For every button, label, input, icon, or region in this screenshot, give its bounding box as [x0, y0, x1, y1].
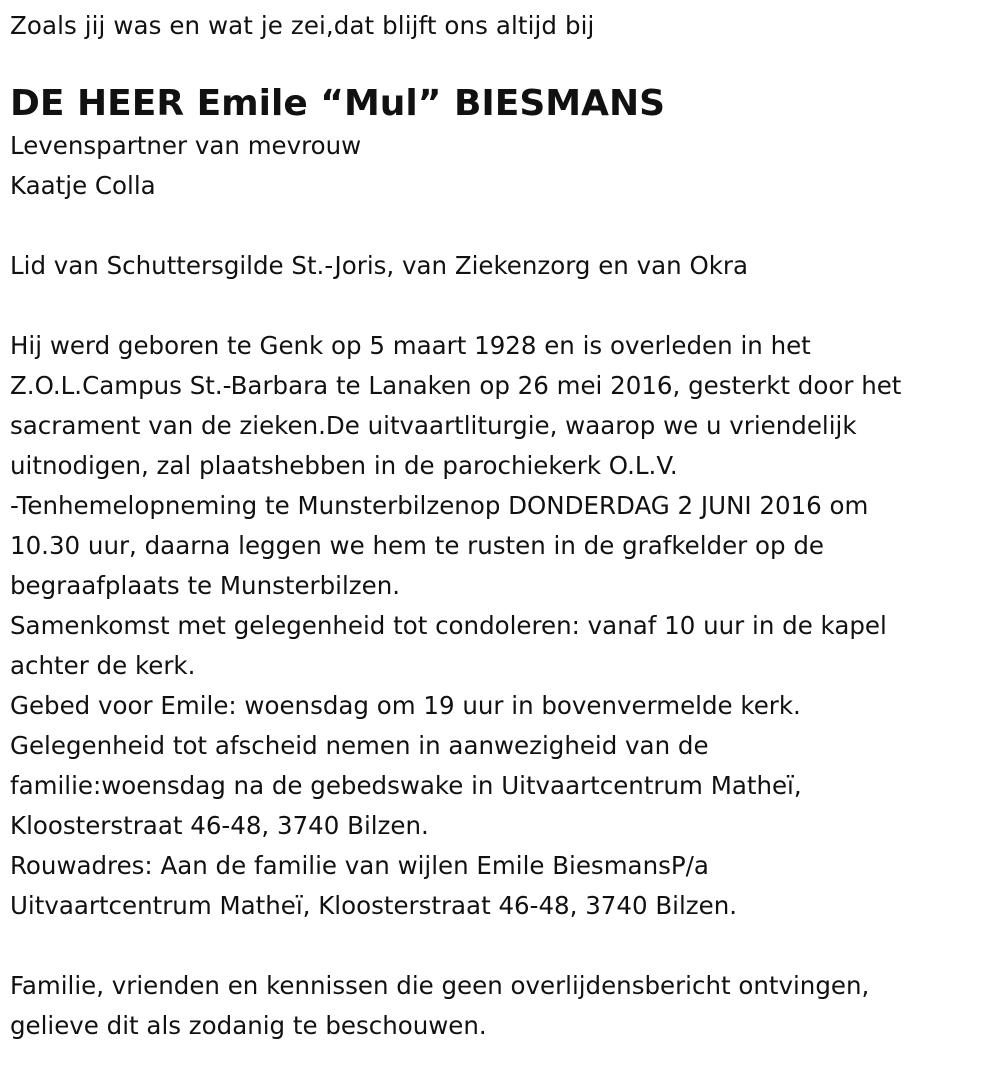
body-line: Z.O.L.Campus St.-Barbara te Lanaken op 26 mei 2016, gesterkt door het [10, 371, 902, 400]
body-line: -Tenhemelopneming te Munsterbilzenop DONDERDAG 2 JUNI 2016 om [10, 491, 869, 520]
closing-line: gelieve dit als zodanig te beschouwen. [10, 1011, 487, 1040]
spacer [10, 926, 995, 966]
partner-line: Levenspartner van mevrouw [10, 131, 362, 160]
body-line: Rouwadres: Aan de familie van wijlen Emile BiesmansP/a [10, 851, 709, 880]
body-line: Gelegenheid tot afscheid nemen in aanwezigheid van de [10, 731, 709, 760]
body-line: familie:woensdag na de gebedswake in Uitvaartcentrum Matheï, [10, 771, 802, 800]
body-line: uitnodigen, zal plaatshebben in de parochiekerk O.L.V. [10, 451, 678, 480]
spacer [10, 286, 995, 326]
funeral-details [10, 326, 995, 926]
spacer [10, 206, 995, 246]
obituary-notice [10, 8, 995, 1046]
partner-block [10, 126, 995, 206]
memorial-quote: Zoals jij was en wat je zei,dat blijft ons altijd bij [10, 11, 595, 40]
closing-line: Familie, vrienden en kennissen die geen overlijdensbericht ontvingen, [10, 971, 870, 1000]
deceased-name: DE HEER Emile “Mul” BIESMANS [10, 83, 666, 124]
body-line: 10.30 uur, daarna leggen we hem te rusten in de grafkelder op de [10, 531, 824, 560]
membership-line: Lid van Schuttersgilde St.-Joris, van Ziekenzorg en van Okra [10, 251, 749, 280]
body-line: Samenkomst met gelegenheid tot condoleren: vanaf 10 uur in de kapel [10, 611, 887, 640]
body-line: begraafplaats te Munsterbilzen. [10, 571, 401, 600]
body-line: sacrament van de zieken.De uitvaartliturgie, waarop we u vriendelijk [10, 411, 857, 440]
partner-line: Kaatje Colla [10, 171, 156, 200]
body-line: Uitvaartcentrum Matheï, Kloosterstraat 46-48, 3740 Bilzen. [10, 891, 738, 920]
body-line: Gebed voor Emile: woensdag om 19 uur in bovenvermelde kerk. [10, 691, 801, 720]
closing-note [10, 966, 995, 1046]
body-line: Kloosterstraat 46-48, 3740 Bilzen. [10, 811, 429, 840]
body-line: achter de kerk. [10, 651, 196, 680]
body-line: Hij werd geboren te Genk op 5 maart 1928 en is overleden in het [10, 331, 811, 360]
